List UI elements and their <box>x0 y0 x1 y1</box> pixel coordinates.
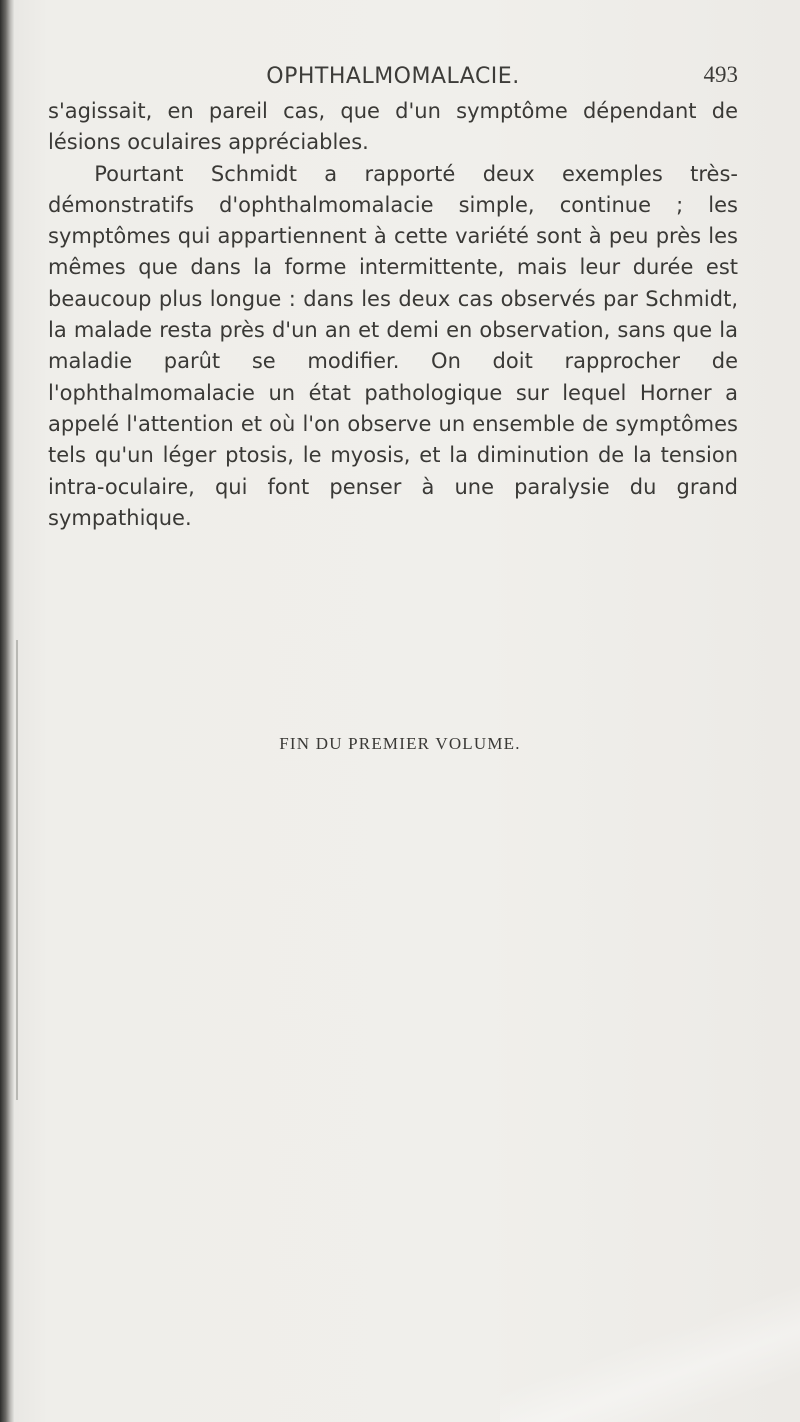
page-header <box>48 64 738 94</box>
paragraph-schmidt: Pourtant Schmidt a rapporté deux exemples très-démonstratifs d'ophthalmomalacie simple, continue ; les symptômes qui appartiennent à cette variété sont à peu près les mêmes que dans la forme intermittente, mais leur durée est beaucoup plus longue : dans les deux cas observés par Schmidt, la malade resta près d'un an et demi en observation, sans que la maladie parût se modifier. On doit rapprocher de l'ophthalmomalacie un état pathologique sur lequel Horner a appelé l'attention et où l'on observe un ensemble de symptômes tels qu'un léger ptosis, le myosis, et la diminution de la tension intra-oculaire, qui font penser à une paralysie du grand sympathique. <box>48 161 738 530</box>
body-text <box>48 96 738 534</box>
running-title: OPHTHALMOMALACIE. <box>266 64 520 89</box>
paragraph-continuation: s'agissait, en pareil cas, que d'un symptôme dépendant de lésions oculaires appréciables. <box>48 99 738 155</box>
gutter-line <box>16 640 18 1100</box>
page-fold-highlight <box>500 1222 800 1422</box>
end-of-volume-note: FIN DU PREMIER VOLUME. <box>279 734 521 753</box>
book-spine-shadow <box>0 0 14 1422</box>
page-number: 493 <box>703 62 738 87</box>
